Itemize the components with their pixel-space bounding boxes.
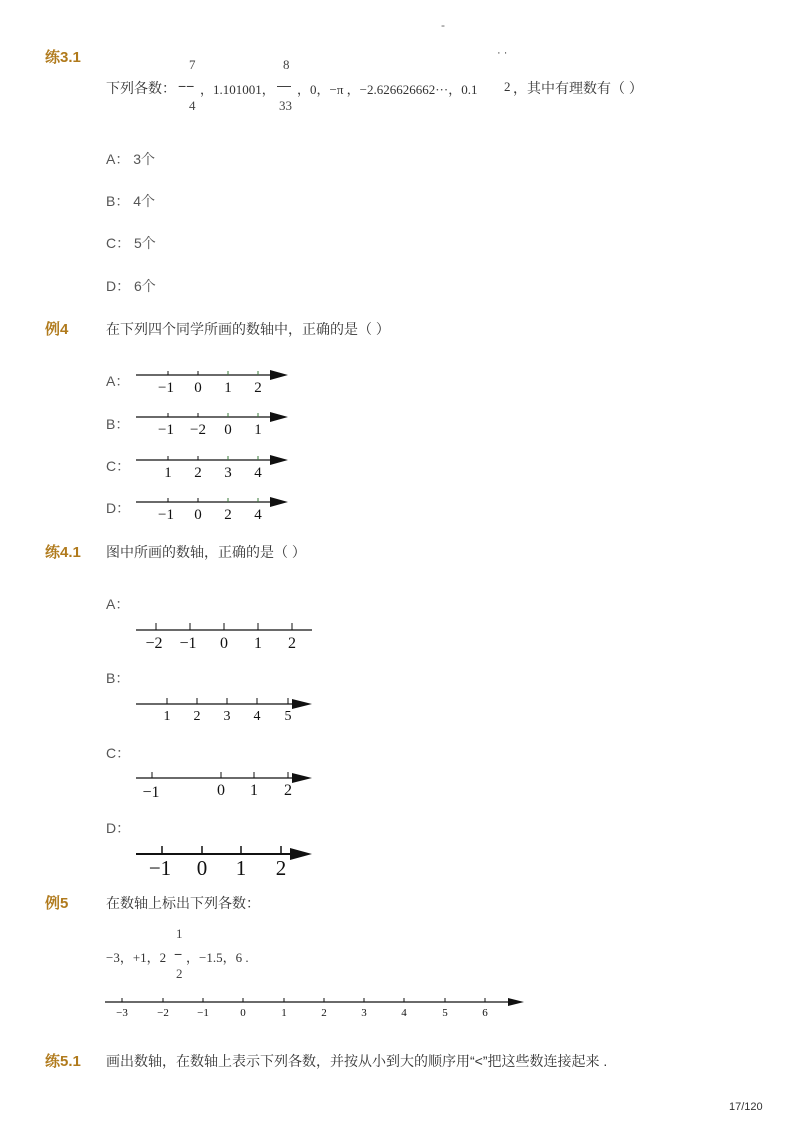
tick-label: 0 (194, 507, 202, 523)
exercise-3-1-label: 练3.1 (45, 49, 81, 66)
e4-option-c-letter[interactable]: C： (106, 458, 131, 474)
example-5-question: 在数轴上标出下列各数： (106, 895, 260, 911)
p41-option-a-letter[interactable]: A： (106, 596, 130, 612)
fraction-2-bar: — (277, 77, 291, 93)
tick-label: −1 (148, 856, 172, 880)
option-c-letter: C： (106, 235, 131, 251)
tick-label: −3 (116, 1007, 128, 1019)
tick-label: 4 (254, 465, 262, 481)
e4-number-line-a (130, 364, 300, 398)
p41-option-d-letter[interactable]: D： (106, 820, 131, 836)
tick-label: 4 (254, 507, 262, 523)
option-a-text: 3个 (133, 151, 156, 167)
tick-label: 1 (224, 380, 232, 396)
tick-label: 2 (194, 465, 202, 481)
e4-number-line-d (130, 491, 300, 525)
tick-label: 1 (163, 709, 171, 724)
option-a[interactable] (106, 149, 155, 169)
fraction-1-sign: −− (178, 78, 195, 94)
e4-option-d-letter[interactable]: D： (106, 500, 131, 516)
e4-option-b-letter[interactable]: B： (106, 416, 130, 432)
option-c-text: 5个 (134, 235, 156, 251)
fraction-2-numerator: 8 (283, 57, 290, 72)
option-b-letter: B： (106, 193, 130, 209)
tick-label: 4 (253, 709, 261, 724)
tick-label: −2 (157, 1007, 169, 1019)
tick-label: 3 (361, 1007, 367, 1019)
e4-number-line-b (130, 406, 300, 440)
option-d-text: 6个 (134, 278, 156, 294)
fraction-2-denominator: 33 (279, 98, 292, 113)
tick-label: 3 (223, 709, 231, 724)
e4-number-line-c (130, 449, 300, 483)
tick-label: −2 (190, 422, 206, 438)
option-a-letter: A： (106, 151, 130, 167)
tick-label: 1 (254, 422, 262, 438)
p41-number-line-a (130, 618, 320, 654)
fraction-1-numerator: 7 (189, 57, 196, 72)
tick-label: 0 (196, 856, 208, 880)
tick-label: 1 (164, 465, 172, 481)
tick-label: −2 (145, 635, 163, 652)
mixed-fraction-denominator: 2 (176, 966, 183, 981)
tick-label: 5 (284, 709, 292, 724)
tick-label: −1 (142, 784, 160, 801)
exercise-5-1-question: 画出数轴，在数轴上表示下列各数，并按从小到大的顺序用“<”把这些数连接起来 . (106, 1053, 608, 1069)
option-c[interactable] (106, 233, 156, 253)
tick-label: 2 (224, 507, 232, 523)
p41-number-line-c (130, 768, 320, 804)
exercise-3-1-seg2: ，0，−π ，−2.626626662···，0.1 (297, 82, 478, 97)
tick-label: 0 (194, 380, 202, 396)
tick-label: 2 (193, 709, 201, 724)
option-b-text: 4个 (133, 193, 156, 209)
top-mark: - (441, 18, 445, 32)
tick-label: 0 (224, 422, 232, 438)
e4-option-a-letter[interactable]: A： (106, 373, 130, 389)
example-5-label: 例5 (45, 895, 69, 912)
mixed-fraction-sign: − (174, 946, 183, 962)
exercise-4-1-label: 练4.1 (45, 544, 81, 561)
tick-label: 1 (250, 782, 258, 799)
exercise-3-1-seg1: ，1.101001， (200, 82, 275, 97)
tick-label: −1 (179, 635, 197, 652)
option-b[interactable] (106, 191, 155, 211)
tick-label: 1 (254, 635, 262, 652)
p41-number-line-d (130, 844, 320, 880)
tick-label: −1 (158, 380, 174, 396)
e5-number-line (100, 993, 530, 1023)
repeating-digits: 2 (504, 79, 511, 94)
option-d-letter: D： (106, 278, 131, 294)
tick-label: −1 (158, 507, 174, 523)
mixed-fraction-numerator: 1 (176, 926, 183, 941)
example-4-label: 例4 (45, 321, 69, 338)
tick-label: 1 (281, 1007, 287, 1019)
p41-option-b-letter[interactable]: B： (106, 670, 130, 686)
tick-label: 0 (217, 782, 225, 799)
tick-label: 6 (482, 1007, 488, 1019)
option-d[interactable] (106, 276, 156, 296)
tick-label: 2 (254, 380, 262, 396)
tick-label: 2 (275, 856, 287, 880)
tick-label: 4 (401, 1007, 407, 1019)
exercise-4-1-question: 图中所画的数轴，正确的是（ ） (106, 544, 306, 560)
tick-label: −1 (158, 422, 174, 438)
tick-label: 2 (288, 635, 296, 652)
tick-label: 0 (220, 635, 228, 652)
example-5-numbers-b: ，−1.5，6 . (186, 950, 249, 965)
repeating-dots: · · (497, 47, 508, 59)
tick-label: −1 (197, 1007, 209, 1019)
tick-label: 5 (442, 1007, 448, 1019)
tick-label: 3 (224, 465, 232, 481)
exercise-3-1-suffix: ，其中有理数有（ ） (513, 80, 643, 96)
exercise-5-1-label: 练5.1 (45, 1053, 81, 1070)
tick-label: 2 (284, 782, 292, 799)
example-4-question: 在下列四个同学所画的数轴中，正确的是（ ） (106, 321, 390, 337)
page-number: 17/120 (729, 1101, 763, 1113)
p41-option-c-letter[interactable]: C： (106, 745, 131, 761)
p41-number-line-b (130, 694, 320, 728)
tick-label: 2 (321, 1007, 327, 1019)
example-5-numbers-a: −3，+1，2 (106, 950, 167, 965)
tick-label: 1 (235, 856, 247, 880)
fraction-1-denominator: 4 (189, 98, 196, 113)
tick-label: 0 (240, 1007, 246, 1019)
exercise-3-1-prefix: 下列各数： (106, 80, 176, 96)
